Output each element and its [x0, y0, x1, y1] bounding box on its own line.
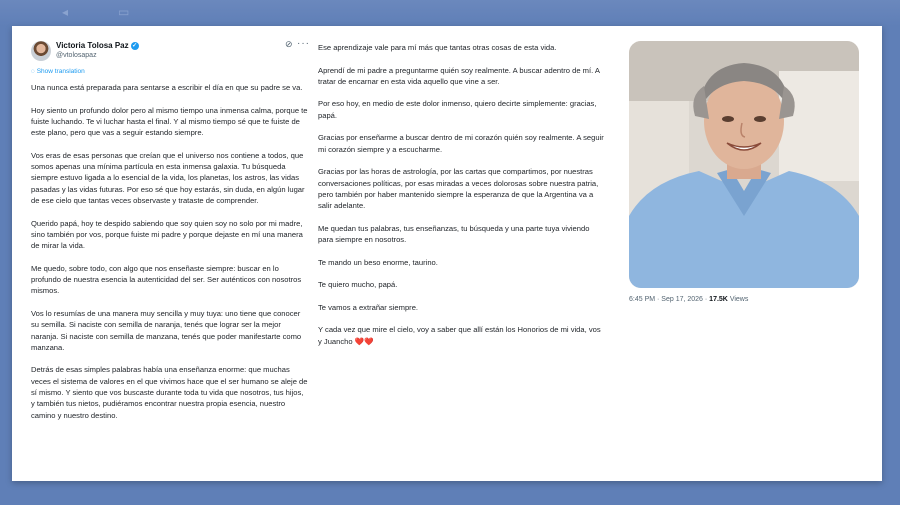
- paragraph-last: Y cada vez que mire el cielo, voy a saber que allí están los Honorios de mi vida, vos y Juancho ❤️❤️: [318, 325, 601, 346]
- show-translation-link[interactable]: ◌ Show translation: [31, 68, 85, 75]
- paragraph: Por eso hoy, en medio de este dolor inmenso, quiero decirte simplemente: gracias, papá.: [318, 99, 597, 120]
- post-header: [31, 39, 311, 79]
- views-label: Views: [729, 296, 749, 303]
- paragraph: Te vamos a extrañar siempre.: [318, 302, 419, 312]
- paragraph: Gracias por las horas de astrología, por las cartas que compartimos, por nuestras conversaciones políticas, por esas miradas a veces dolorosas sobre nuestra patria, pero también por haber mantenido siempre la esperanza de que la Argentina va a salir adelante.: [318, 167, 599, 211]
- photo-man-smiling: [629, 41, 859, 288]
- paragraph: Me quedan tus palabras, tus enseñanzas, tu búsqueda y una parte tuya viviendo para siempre en nosotros.: [318, 223, 590, 245]
- verified-badge-icon: ✓: [132, 42, 138, 49]
- paragraph: Una nunca está preparada para sentarse a escribir el día en que su padre se va.: [31, 83, 303, 92]
- author-handle[interactable]: @vtolosapaz: [56, 52, 97, 59]
- paragraph: Hoy siento un profundo dolor pero al mismo tiempo una inmensa calma, porque te fuiste luchando. Te vi luchar hasta el final. Y al mismo tiempo sé que te fuiste de este plano, pero que vas a seguir estando siempre.: [31, 105, 308, 138]
- paragraph: Detrás de esas simples palabras había una enseñanza enorme: que muchas veces el sistema de valores en el que vivimos hace que el ser humano se aleje de sí mismo. Y siento que vos buscaste durante toda tu vida que nosotros, tus hijos, y también tus nietos, pudiéramos encontrar nuestra propia esencia, nuestro camino y nuestro destino.: [31, 365, 308, 420]
- paragraph: Me quedo, sobre todo, con algo que nos enseñaste siempre: buscar en lo profundo de nuestra esencia la autenticidad del ser. Ser auténticos con nosotros mismos.: [31, 263, 302, 296]
- paragraph: Te quiero mucho, papá.: [318, 280, 398, 290]
- post-card: [12, 26, 882, 481]
- views-count: 17.5K: [709, 296, 728, 303]
- browser-background: [0, 0, 900, 26]
- author-name[interactable]: Victoria Tolosa Paz ✓: [56, 41, 138, 50]
- paragraph: Ese aprendizaje vale para mí más que tantas otras cosas de esta vida.: [318, 43, 557, 52]
- post-text-column-2: [318, 42, 605, 358]
- paragraph: Querido papá, hoy te despido sabiendo que soy quien soy no solo por mi madre, sino también por vos, porque fuiste mi padre y porque dejaste en mí una manera de mirar la vida.: [31, 218, 303, 251]
- author-avatar[interactable]: [31, 41, 51, 61]
- post-timestamp[interactable]: 6:45 PM · Sep 17, 2026: [629, 296, 703, 303]
- paragraph: Vos eras de esas personas que creían que el universo nos contiene a todos, que somos apenas una mínima partícula en esta inmensa galaxia. Tu búsqueda siempre estuvo ligada a lo esencial de la vida, los planetas, los astros, las vidas pasadas y las vidas futuras. Por eso sé que hoy estarás, sin duda, en algún lugar de ese cielo que tantas veces observaste y trataste de comprender.: [31, 150, 305, 205]
- post-meta: 6:45 PM · Sep 17, 2026 · 17.5K Views: [629, 296, 749, 303]
- back-icon: ◂: [62, 5, 69, 19]
- globe-icon: ◌: [31, 68, 35, 75]
- post-text-column-1: [31, 82, 308, 432]
- grok-icon[interactable]: ⊘: [285, 39, 293, 49]
- more-icon[interactable]: ···: [297, 38, 310, 49]
- paragraph: Gracias por enseñarme a buscar dentro de mi corazón quién soy realmente. A seguir mi corazón siempre y a escucharme.: [318, 133, 604, 154]
- paragraph: Vos lo resumías de una manera muy sencilla y muy tuya: uno tiene que conocer su semilla. Si naciste con semilla de naranja, tenés que lograr ser la mejor naranja. Si naciste con semilla de manzana, tenés que poder manifestarte como manzana.: [31, 308, 302, 352]
- paragraph: Te mando un beso enorme, taurino.: [318, 257, 438, 267]
- paragraph: Aprendí de mi padre a preguntarme quién soy realmente. A buscar adentro de mí. A tratar de encarnar en esta vida aquello que vine a ser.: [318, 65, 600, 86]
- heart-emoji-icon: ❤️❤️: [354, 336, 374, 346]
- tab-icon: ▭: [118, 5, 130, 19]
- post-photo[interactable]: [629, 41, 859, 288]
